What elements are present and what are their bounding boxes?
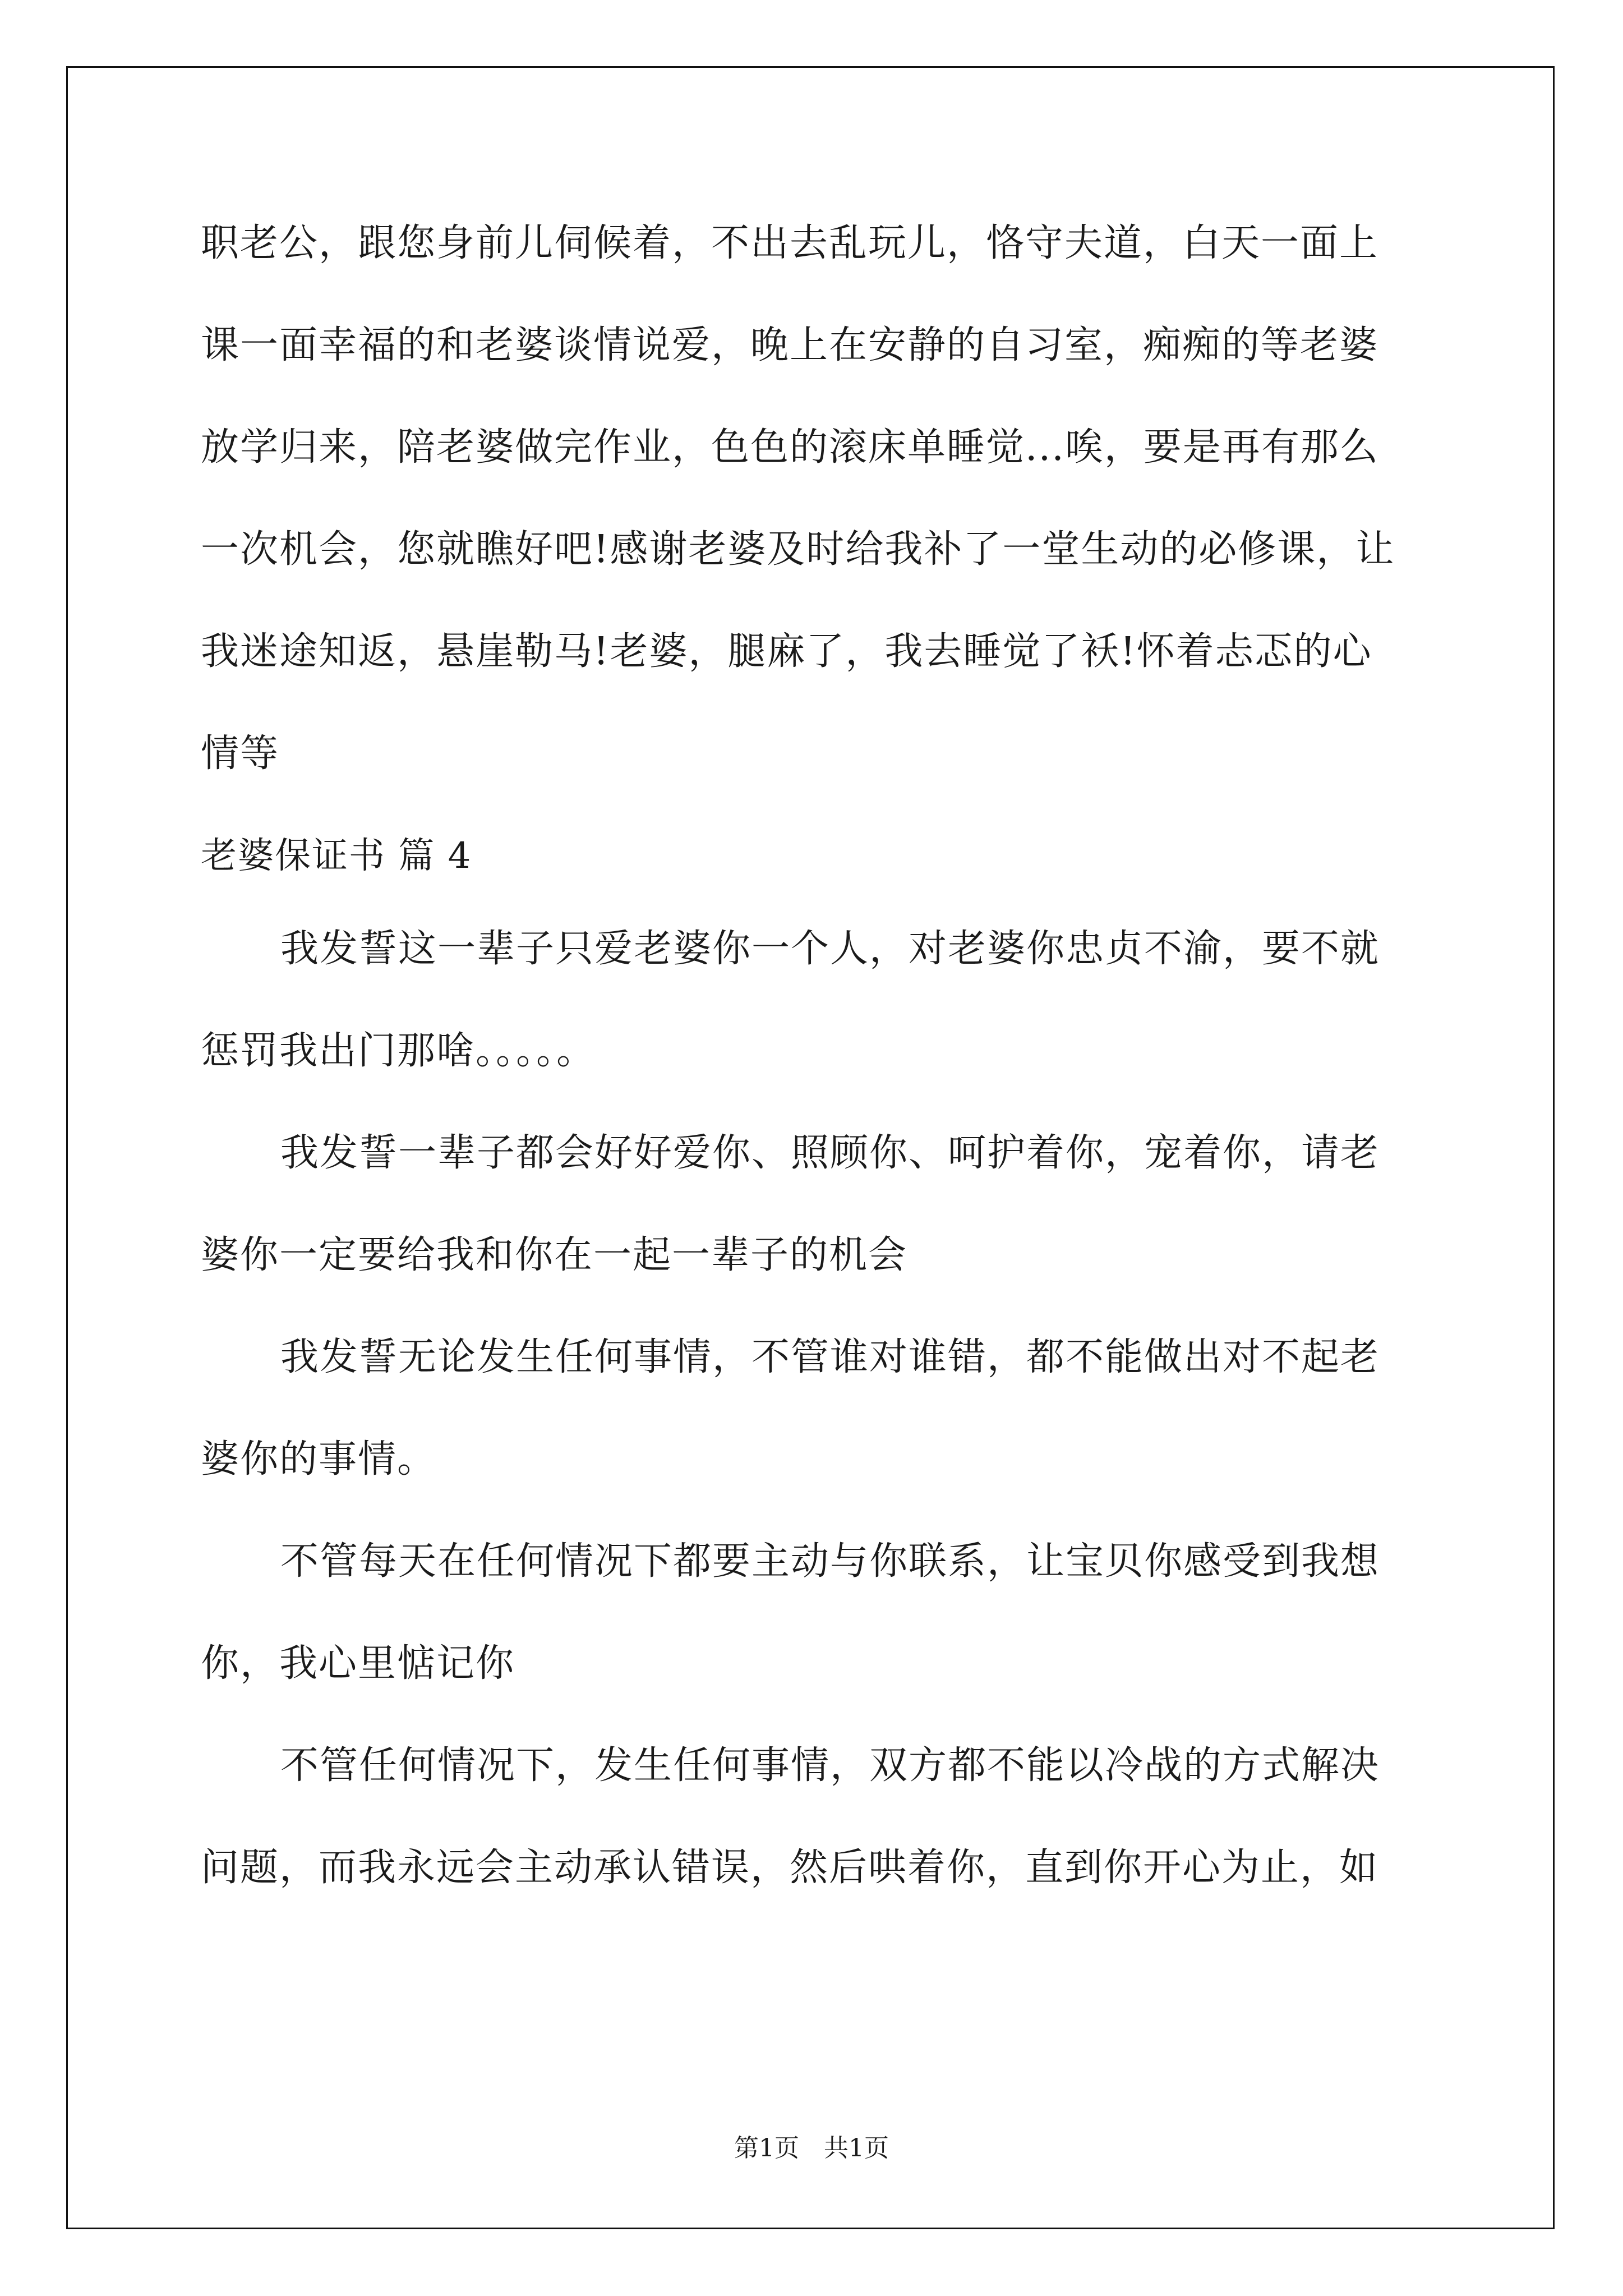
text-line: 我发誓这一辈子只爱老婆你一个人，对老婆你忠贞不渝，要不就 [280,927,1380,971]
text-line: 不管每天在任何情况下都要主动与你联系，让宝贝你感受到我想 [280,1539,1380,1584]
text-line: 问题，而我永远会主动承认错误，然后哄着你，直到你开心为止，如 [201,1846,1379,1890]
text-line: 我发誓一辈子都会好好爱你、照顾你、呵护着你，宠着你，请老 [280,1131,1380,1175]
text-line: 不管任何情况下，发生任何事情，双方都不能以冷战的方式解决 [280,1743,1380,1788]
text-line: 我迷途知返，悬崖勒马!老婆，腿麻了，我去睡觉了袄!怀着忐忑的心 [201,629,1372,674]
section-heading: 老婆保证书 篇 4 [201,835,472,877]
text-line: 惩罚我出门那啥。。。。。 [201,1029,596,1073]
text-line: 婆你一定要给我和你在一起一辈子的机会 [201,1233,908,1277]
text-line: 课一面幸福的和老婆谈情说爱，晚上在安静的自习室，痴痴的等老婆 [201,323,1379,367]
text-line: 你，我心里惦记你 [201,1641,515,1686]
text-line: 情等 [201,731,280,776]
text-line: 我发誓无论发生任何事情，不管谁对谁错，都不能做出对不起老 [280,1335,1380,1379]
text-line: 一次机会，您就瞧好吧!感谢老婆及时给我补了一堂生动的必修课，让 [201,527,1395,572]
text-line: 职老公，跟您身前儿伺候着，不出去乱玩儿，恪守夫道，白天一面上 [201,221,1379,265]
page-footer: 第1页 共1页 [734,2134,889,2162]
text-line: 婆你的事情。 [201,1437,437,1481]
text-line: 放学归来，陪老婆做完作业，色色的滚床单睡觉...唉，要是再有那么 [201,425,1379,470]
document-body [201,213,1423,1940]
